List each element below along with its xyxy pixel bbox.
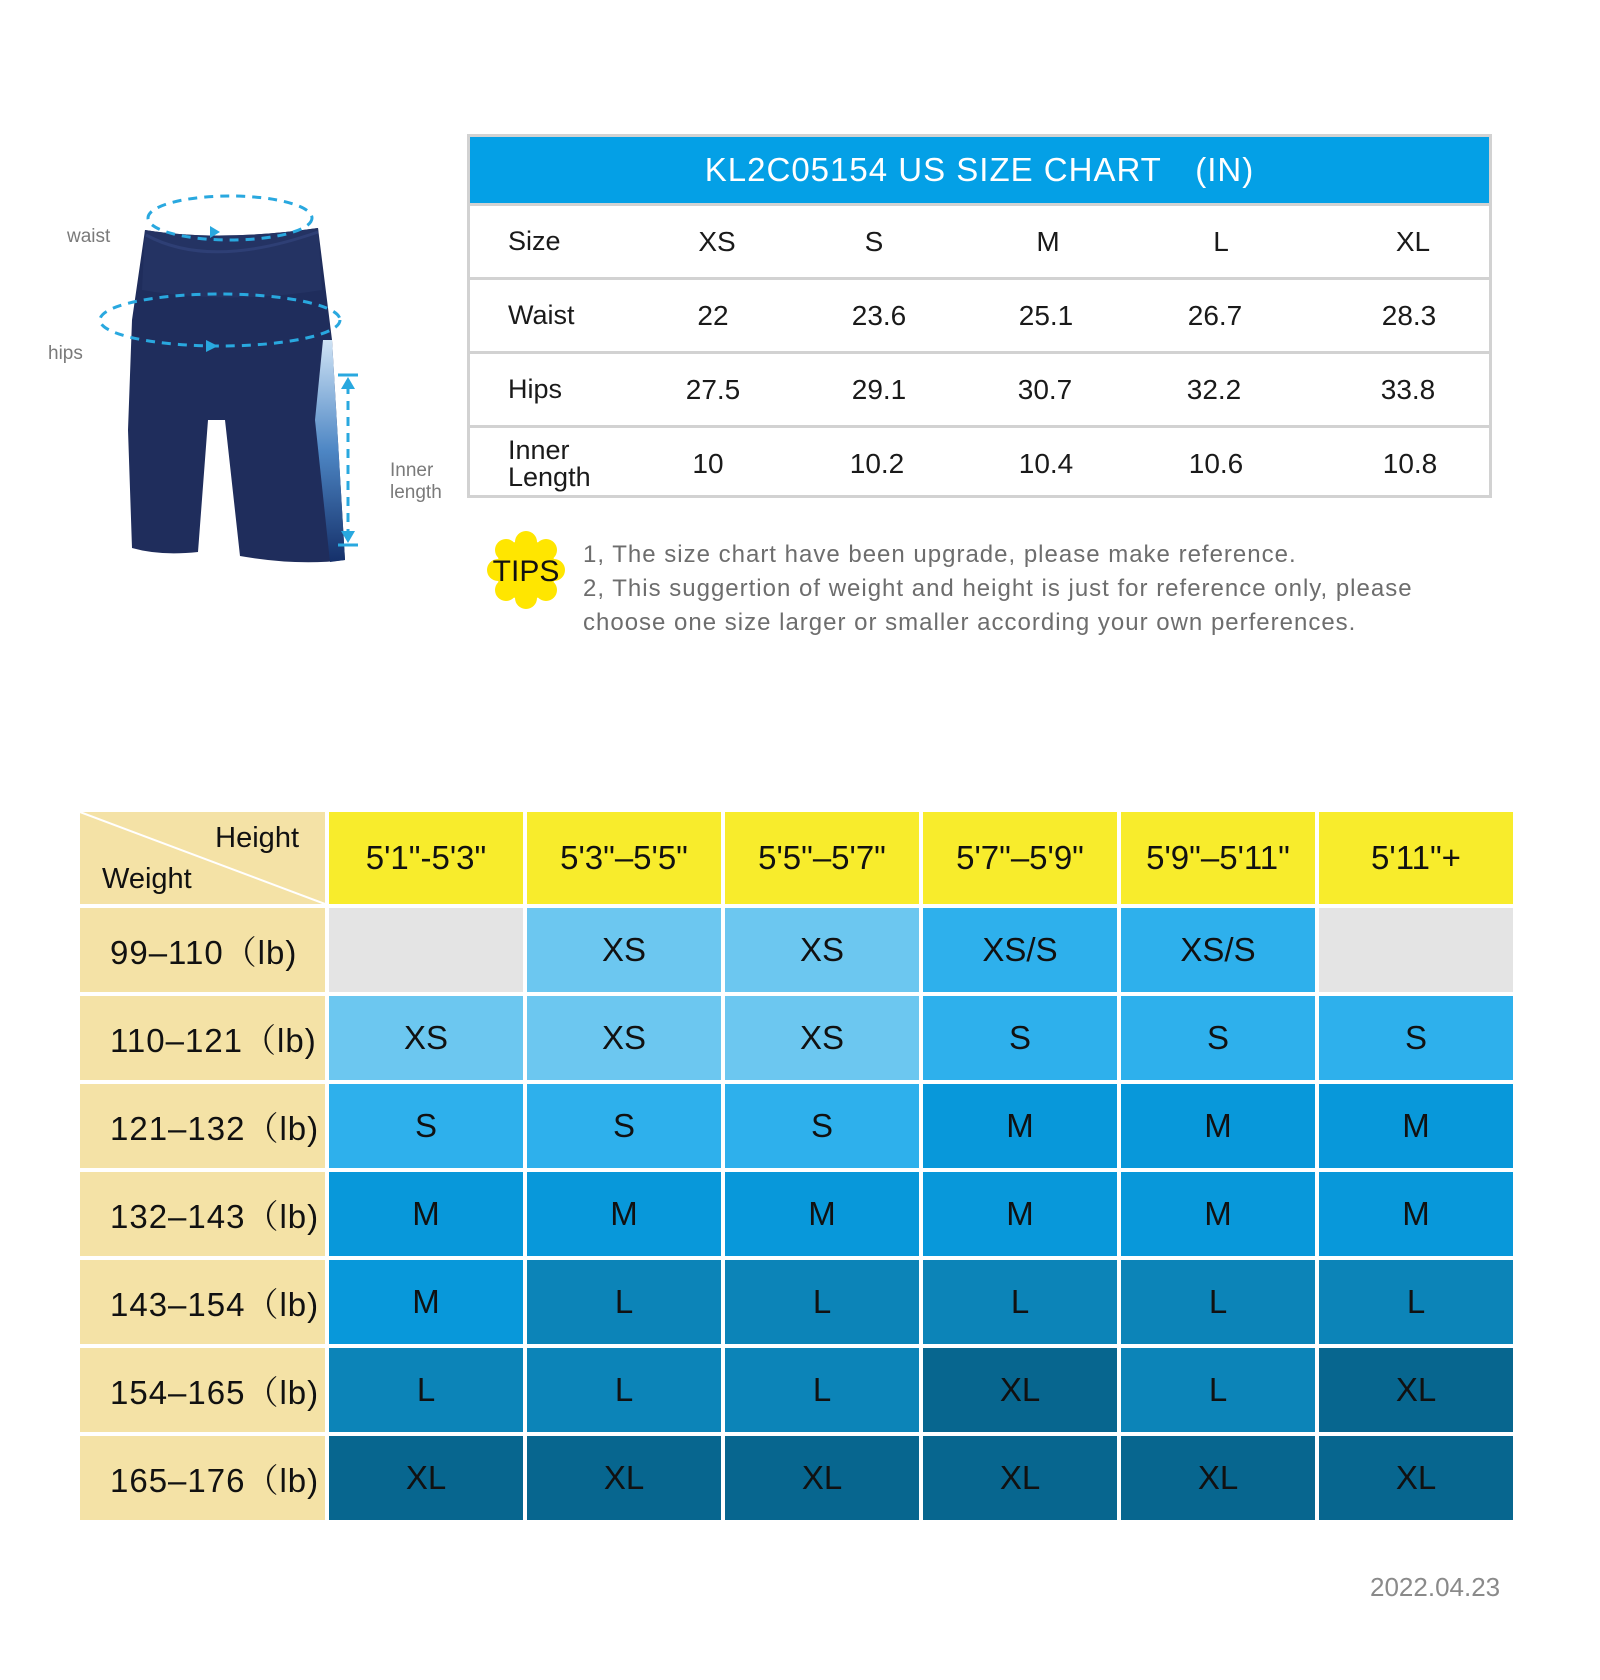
corner-weight-label: Weight [102, 863, 192, 895]
size-recommendation-cell: XL [923, 1348, 1117, 1432]
size-chart-table [467, 134, 1492, 498]
size-recommendation-cell: XS [527, 996, 721, 1080]
size-recommendation-cell: M [329, 1260, 523, 1344]
size-recommendation-cell: XL [527, 1436, 721, 1520]
weight-row-header: 143–154（lb) [80, 1260, 325, 1344]
size-recommendation-cell: XS/S [923, 908, 1117, 992]
hips-value: 29.1 [851, 373, 907, 405]
size-recommendation-cell: M [923, 1172, 1117, 1256]
waist-value: 26.7 [1187, 299, 1243, 331]
tips-badge-text: TIPS [492, 555, 560, 588]
tip-line: 1, The size chart have been upgrade, please make reference. [583, 541, 1297, 568]
size-header-cell: XL [1395, 225, 1431, 257]
size-recommendation-cell: L [1121, 1260, 1315, 1344]
size-recommendation-cell [1319, 908, 1513, 992]
waist-value: 22 [697, 299, 729, 331]
height-header-cell: 5'5"–5'7" [725, 812, 919, 904]
inner-length-value: 10 [692, 447, 724, 479]
size-recommendation-cell: M [527, 1172, 721, 1256]
shorts-illustration [40, 190, 460, 590]
size-recommendation-cell: XL [1319, 1436, 1513, 1520]
size-recommendation-cell: XS [725, 908, 919, 992]
tips-badge [486, 530, 566, 610]
size-recommendation-cell: S [527, 1084, 721, 1168]
waist-row [470, 277, 1489, 351]
weight-row-header: 165–176（lb) [80, 1436, 325, 1520]
size-recommendation-cell: L [1121, 1348, 1315, 1432]
size-header-label: Size [508, 226, 561, 256]
grid-corner-header [80, 812, 325, 904]
hips-row [470, 351, 1489, 425]
tip-line: choose one size larger or smaller according your own perferences. [583, 609, 1357, 636]
inner-length-row-label: Inner Length [508, 434, 591, 492]
size-recommendation-cell: XL [1121, 1436, 1315, 1520]
hips-label: hips [48, 343, 83, 364]
size-recommendation-cell: S [329, 1084, 523, 1168]
hips-value: 32.2 [1186, 373, 1242, 405]
size-header-cell: M [1036, 225, 1060, 257]
size-recommendation-cell: XS [725, 996, 919, 1080]
weight-row-header: 121–132（lb) [80, 1084, 325, 1168]
size-recommendation-cell: S [1121, 996, 1315, 1080]
size-recommendation-cell: L [725, 1260, 919, 1344]
size-recommendation-cell: L [527, 1348, 721, 1432]
size-recommendation-cell: S [725, 1084, 919, 1168]
size-header-cell: S [864, 225, 884, 257]
size-recommendation-cell: L [923, 1260, 1117, 1344]
tips-text [583, 538, 1413, 640]
tip-line: 2, This suggertion of weight and height is just for reference only, please [583, 575, 1413, 602]
hips-row-label: Hips [508, 374, 563, 404]
waist-row-label: Waist [508, 300, 575, 330]
height-header-cell: 5'1"-5'3" [329, 812, 523, 904]
height-header-cell: 5'3"–5'5" [527, 812, 721, 904]
waist-value: 28.3 [1381, 299, 1437, 331]
waist-value: 23.6 [851, 299, 907, 331]
size-recommendation-cell: XS [527, 908, 721, 992]
size-recommendation-cell: XS/S [1121, 908, 1315, 992]
weight-row-header: 99–110（lb) [80, 908, 325, 992]
inner-length-value: 10.6 [1188, 447, 1244, 479]
size-recommendation-cell [329, 908, 523, 992]
corner-height-label: Height [215, 822, 299, 854]
size-recommendation-cell: XL [1319, 1348, 1513, 1432]
size-recommendation-cell: XS [329, 996, 523, 1080]
size-recommendation-cell: L [725, 1348, 919, 1432]
inner-length-value: 10.8 [1382, 447, 1438, 479]
height-header-cell: 5'11"+ [1319, 812, 1513, 904]
size-recommendation-cell: L [329, 1348, 523, 1432]
inner-length-value: 10.2 [849, 447, 905, 479]
size-recommendation-cell: XL [725, 1436, 919, 1520]
size-recommendation-cell: M [1121, 1084, 1315, 1168]
size-recommendation-cell: M [1319, 1084, 1513, 1168]
size-chart-title: KL2C05154 US SIZE CHART (IN) [470, 137, 1489, 203]
size-recommendation-cell: M [923, 1084, 1117, 1168]
height-header-cell: 5'7"–5'9" [923, 812, 1117, 904]
hips-value: 27.5 [685, 373, 741, 405]
weight-row-header: 132–143（lb) [80, 1172, 325, 1256]
weight-row-header: 110–121（lb) [80, 996, 325, 1080]
inner-length-row [470, 425, 1489, 499]
size-recommendation-cell: XL [329, 1436, 523, 1520]
height-header-cell: 5'9"–5'11" [1121, 812, 1315, 904]
waist-label: waist [67, 226, 111, 247]
tips-burst-icon [486, 530, 566, 610]
size-recommendation-cell: S [1319, 996, 1513, 1080]
inner-length-value: 10.4 [1018, 447, 1074, 479]
size-recommendation-cell: S [923, 996, 1117, 1080]
size-header-row [470, 203, 1489, 277]
size-recommendation-cell: L [527, 1260, 721, 1344]
size-recommendation-cell: XL [923, 1436, 1117, 1520]
size-recommendation-cell: M [1121, 1172, 1315, 1256]
size-recommendation-cell: M [725, 1172, 919, 1256]
size-recommendation-cell: M [1319, 1172, 1513, 1256]
size-header-cell: XS [698, 225, 736, 257]
size-recommendation-cell: M [329, 1172, 523, 1256]
weight-row-header: 154–165（lb) [80, 1348, 325, 1432]
hips-value: 30.7 [1017, 373, 1073, 405]
size-header-cell: L [1213, 225, 1229, 257]
cycling-shorts-icon [40, 190, 460, 590]
inner-length-label: Inner length [390, 460, 442, 503]
size-recommendation-cell: L [1319, 1260, 1513, 1344]
hips-value: 33.8 [1380, 373, 1436, 405]
date-stamp: 2022.04.23 [1370, 1572, 1501, 1602]
waist-value: 25.1 [1018, 299, 1074, 331]
